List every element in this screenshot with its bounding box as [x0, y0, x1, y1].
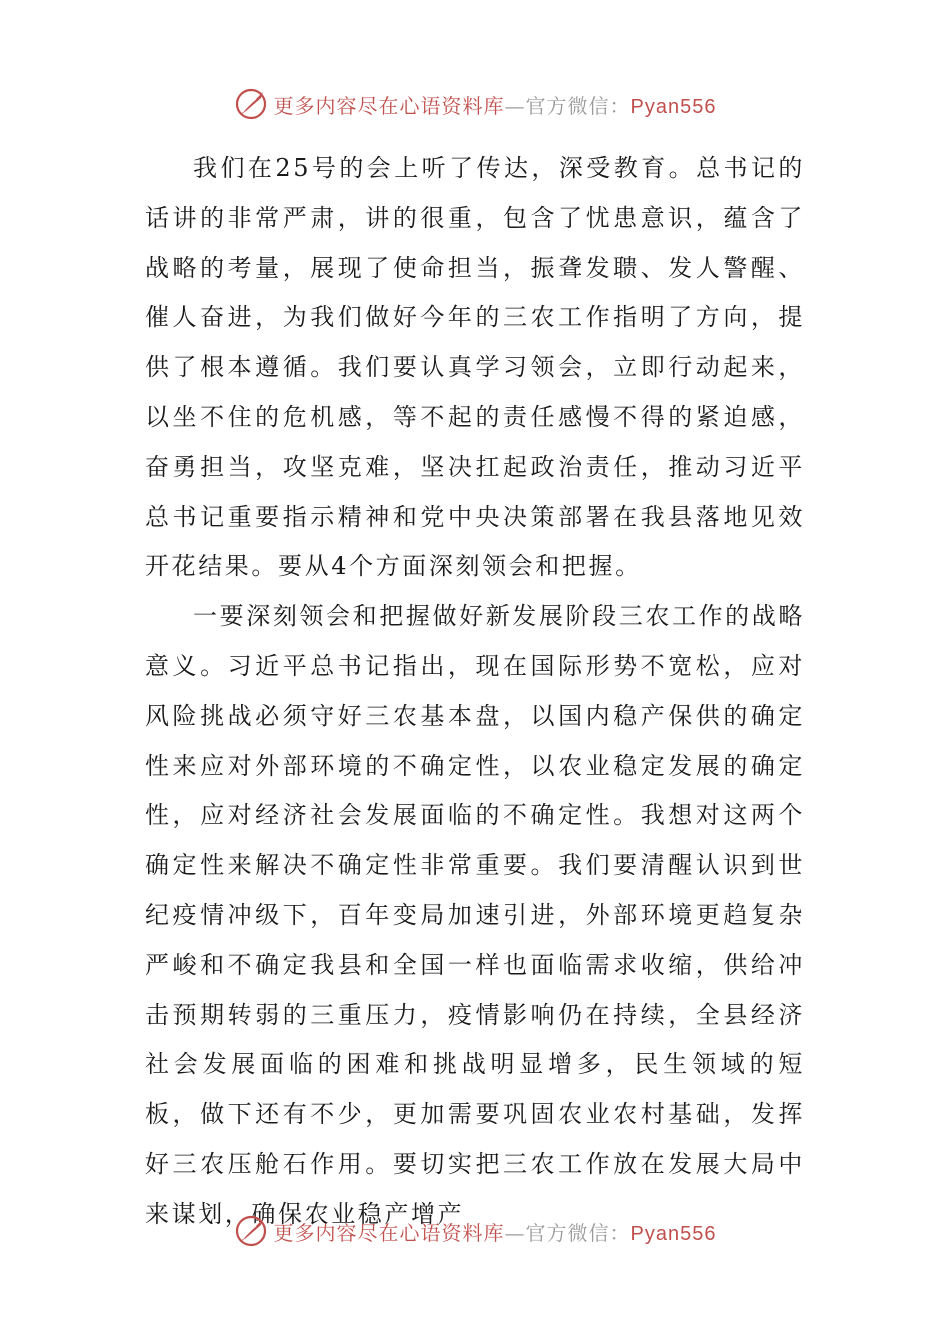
watermark-header [0, 84, 950, 124]
watermark-wechat-label: 官方微信： [525, 1220, 631, 1245]
quill-logo-icon [234, 1214, 268, 1248]
document-body [145, 144, 805, 1240]
watermark-wechat-id: Pyan556 [630, 1222, 717, 1245]
watermark-dash: — [504, 1220, 526, 1245]
watermark-footer [0, 1211, 950, 1251]
quill-logo-icon [234, 87, 268, 121]
watermark-wechat-id: Pyan556 [630, 95, 717, 118]
watermark-text [274, 90, 717, 119]
watermark-text [274, 1217, 717, 1246]
paragraph-1: 我们在25号的会上听了传达，深受教育。总书记的话讲的非常严肃，讲的很重，包含了忧患意识，蕴含了战略的考量，展现了使命担当，振聋发聩、发人警醒、催人奋进，为我们做好今年的三农工作指明了方向，提供了根本遵循。我们要认真学习领会，立即行动起来，以坐不住的危机感，等不起的责任感慢不得的紧迫感，奋勇担当，攻坚克难，坚决扛起政治责任，推动习近平总书记重要指示精神和党中央决策部署在我县落地见效开花结果。要从4个方面深刻领会和把握。 [145, 154, 805, 581]
paragraph-2: 一要深刻领会和把握做好新发展阶段三农工作的战略意义。习近平总书记指出，现在国际形势不宽松，应对风险挑战必须守好三农基本盘，以国内稳产保供的确定性来应对外部环境的不确定性，以农业稳定发展的确定性，应对经济社会发展面临的不确定性。我想对这两个确定性来解决不确定性非常重要。我们要清醒认识到世纪疫情冲级下，百年变局加速引进，外部环境更趋复杂严峻和不确定我县和全国一样也面临需求收缩，供给冲击预期转弱的三重压力，疫情影响仍在持续，全县经济社会发展面临的困难和挑战明显增多，民生领域的短板，做下还有不少，更加需要巩固农业农村基础，发挥好三农压舱石作用。要切实把三农工作放在发展大局中来谋划，确保农业稳产增产 [145, 602, 805, 1228]
watermark-dash: — [504, 93, 526, 118]
watermark-wechat-label: 官方微信： [525, 93, 631, 118]
watermark-site-text: 更多内容尽在心语资料库 [273, 1220, 505, 1245]
watermark-site-text: 更多内容尽在心语资料库 [273, 93, 505, 118]
